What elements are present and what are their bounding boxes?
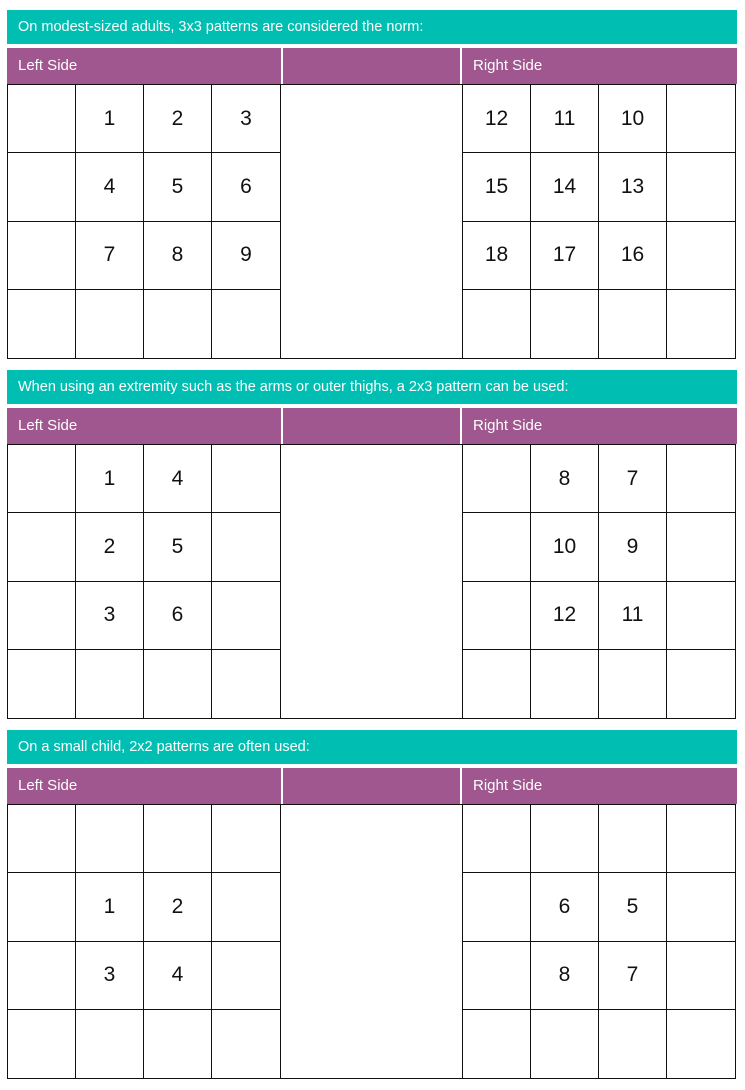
grid-cell: 18 — [463, 222, 531, 290]
grid-cell: 3 — [212, 85, 280, 153]
grid-cell: 8 — [531, 942, 599, 1010]
grid-area — [7, 84, 737, 359]
grid-cell: 17 — [531, 222, 599, 290]
grid-cell: 5 — [144, 513, 212, 581]
grid-cell: 2 — [76, 513, 144, 581]
grid-cell: 9 — [212, 222, 280, 290]
grid-cell: 1 — [76, 873, 144, 941]
grid-cell: 1 — [76, 85, 144, 153]
grid-cell: 11 — [599, 582, 667, 650]
grid-cell — [531, 650, 599, 718]
grid-cell — [599, 1010, 667, 1078]
grid-cell — [463, 1010, 531, 1078]
grid-cell — [212, 873, 280, 941]
grid-cell — [463, 650, 531, 718]
section-caption: When using an extremity such as the arms or outer thighs, a 2x3 pattern can be used: — [7, 370, 737, 404]
grid-cell — [76, 1010, 144, 1078]
pattern-section — [7, 370, 737, 720]
grid-cell — [76, 290, 144, 358]
left-side-header: Left Side — [7, 408, 281, 444]
grid-cell — [144, 290, 212, 358]
grid-cell: 8 — [531, 445, 599, 513]
grid-cell — [212, 513, 280, 581]
grid-cell — [144, 650, 212, 718]
grid-cell — [667, 582, 735, 650]
middle-blank-area — [281, 804, 462, 1079]
left-side-header: Left Side — [7, 768, 281, 804]
grid-cell — [8, 942, 76, 1010]
grid-cell — [8, 805, 76, 873]
grid-cell: 3 — [76, 582, 144, 650]
middle-blank-area — [281, 444, 462, 719]
right-side-header: Right Side — [462, 408, 737, 444]
grid-cell: 3 — [76, 942, 144, 1010]
grid-cell — [212, 805, 280, 873]
right-grid — [462, 84, 736, 359]
grid-cell — [8, 153, 76, 221]
grid-cell: 12 — [531, 582, 599, 650]
grid-area — [7, 444, 737, 719]
grid-cell — [531, 1010, 599, 1078]
grid-cell: 13 — [599, 153, 667, 221]
grid-cell — [667, 805, 735, 873]
left-grid — [7, 444, 281, 719]
grid-cell — [599, 650, 667, 718]
grid-cell: 4 — [76, 153, 144, 221]
grid-cell: 9 — [599, 513, 667, 581]
grid-cell: 6 — [212, 153, 280, 221]
grid-cell — [667, 290, 735, 358]
grid-cell — [531, 805, 599, 873]
grid-cell — [463, 582, 531, 650]
grid-cell: 7 — [76, 222, 144, 290]
grid-cell: 11 — [531, 85, 599, 153]
grid-cell: 2 — [144, 85, 212, 153]
grid-cell — [212, 445, 280, 513]
grid-cell: 12 — [463, 85, 531, 153]
middle-header-band — [283, 48, 460, 84]
grid-cell: 7 — [599, 942, 667, 1010]
right-side-header: Right Side — [462, 48, 737, 84]
grid-cell — [463, 873, 531, 941]
middle-header-band — [283, 408, 460, 444]
grid-cell — [667, 153, 735, 221]
grid-cell: 16 — [599, 222, 667, 290]
grid-cell — [8, 650, 76, 718]
right-grid — [462, 804, 736, 1079]
grid-cell: 4 — [144, 942, 212, 1010]
grid-cell — [212, 1010, 280, 1078]
left-grid — [7, 804, 281, 1079]
grid-cell — [8, 85, 76, 153]
grid-cell: 4 — [144, 445, 212, 513]
grid-cell: 7 — [599, 445, 667, 513]
grid-cell — [8, 290, 76, 358]
section-caption: On a small child, 2x2 patterns are often used: — [7, 730, 737, 764]
grid-cell — [463, 513, 531, 581]
middle-blank-area — [281, 84, 462, 359]
grid-cell: 8 — [144, 222, 212, 290]
grid-cell: 14 — [531, 153, 599, 221]
grid-cell — [144, 1010, 212, 1078]
grid-cell — [531, 290, 599, 358]
left-grid — [7, 84, 281, 359]
grid-cell — [8, 1010, 76, 1078]
grid-cell — [667, 650, 735, 718]
grid-cell: 15 — [463, 153, 531, 221]
pattern-section — [7, 10, 737, 360]
grid-cell — [667, 222, 735, 290]
grid-cell: 10 — [599, 85, 667, 153]
grid-cell: 2 — [144, 873, 212, 941]
grid-cell — [667, 873, 735, 941]
grid-cell — [212, 942, 280, 1010]
left-side-header: Left Side — [7, 48, 281, 84]
grid-cell — [667, 942, 735, 1010]
grid-cell — [8, 873, 76, 941]
grid-cell: 1 — [76, 445, 144, 513]
grid-cell: 6 — [531, 873, 599, 941]
grid-cell: 10 — [531, 513, 599, 581]
grid-cell — [76, 805, 144, 873]
grid-cell — [463, 290, 531, 358]
grid-cell — [599, 805, 667, 873]
grid-cell — [667, 445, 735, 513]
grid-cell: 5 — [599, 873, 667, 941]
right-grid — [462, 444, 736, 719]
grid-cell — [212, 290, 280, 358]
grid-cell — [8, 513, 76, 581]
grid-cell — [212, 650, 280, 718]
grid-cell — [8, 222, 76, 290]
grid-cell: 6 — [144, 582, 212, 650]
grid-cell — [667, 85, 735, 153]
grid-cell — [667, 1010, 735, 1078]
grid-cell — [463, 942, 531, 1010]
pattern-section — [7, 730, 737, 1080]
grid-cell — [463, 805, 531, 873]
grid-cell — [76, 650, 144, 718]
middle-header-band — [283, 768, 460, 804]
section-caption: On modest-sized adults, 3x3 patterns are considered the norm: — [7, 10, 737, 44]
grid-cell — [8, 582, 76, 650]
grid-cell — [8, 445, 76, 513]
grid-cell — [599, 290, 667, 358]
grid-cell — [667, 513, 735, 581]
grid-cell: 5 — [144, 153, 212, 221]
grid-cell — [463, 445, 531, 513]
right-side-header: Right Side — [462, 768, 737, 804]
grid-cell — [144, 805, 212, 873]
grid-cell — [212, 582, 280, 650]
grid-area — [7, 804, 737, 1079]
